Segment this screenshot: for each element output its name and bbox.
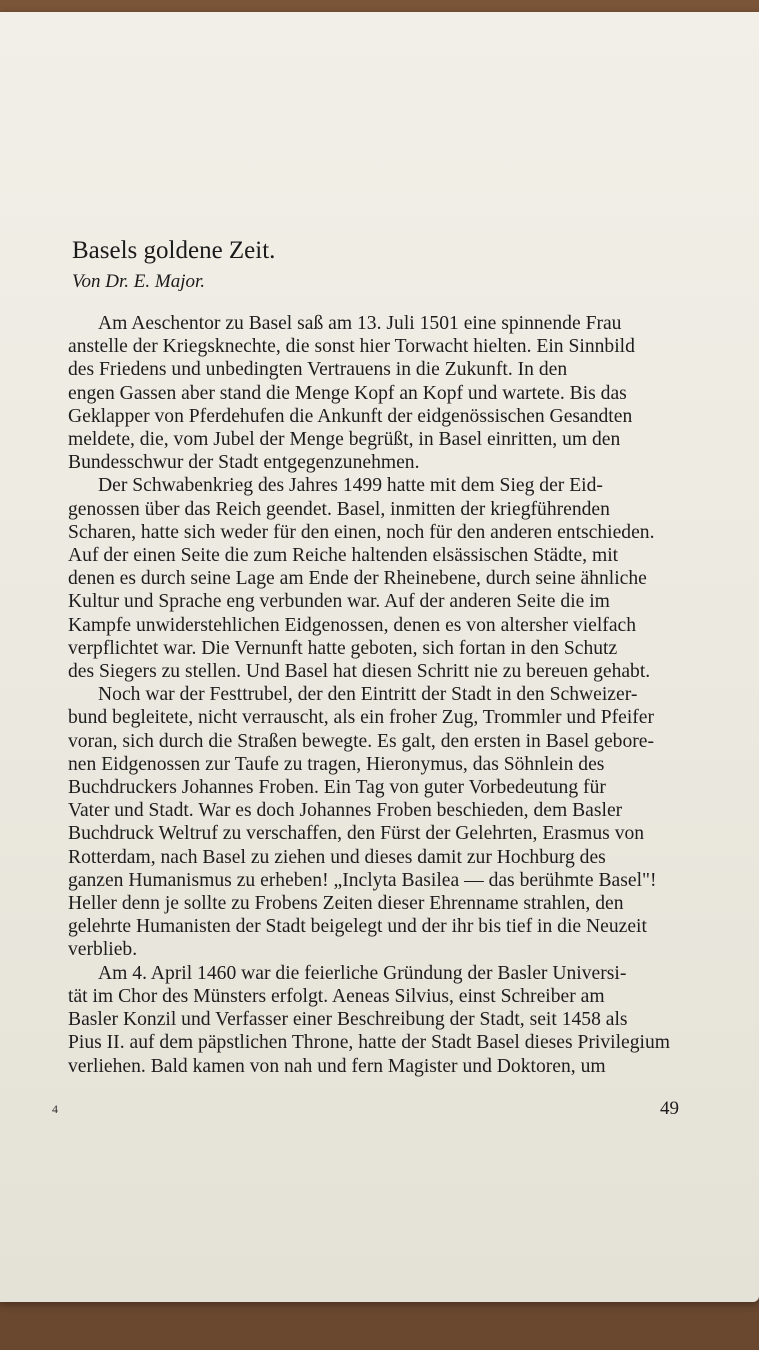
text-line: nen Eidgenossen zur Taufe zu tragen, Hieronymus, das Söhnlein des bbox=[68, 753, 605, 775]
article-byline: Von Dr. E. Major. bbox=[72, 271, 206, 292]
text-line: des Siegers zu stellen. Und Basel hat diesen Schritt nie zu bereuen gehabt. bbox=[68, 661, 651, 683]
paragraph bbox=[68, 474, 704, 683]
text-line: Kultur und Sprache eng verbunden war. Auf der anderen Seite die im bbox=[68, 591, 610, 613]
text-line: Scharen, hatte sich weder für den einen, noch für den anderen entschieden. bbox=[68, 521, 655, 543]
text-line: denen es durch seine Lage am Ende der Rheinebene, durch seine ähnliche bbox=[68, 568, 647, 590]
book-page bbox=[0, 12, 759, 1302]
paragraph bbox=[68, 962, 704, 1078]
paragraph bbox=[68, 683, 704, 961]
text-line: Pius II. auf dem päpstlichen Throne, hatte der Stadt Basel dieses Privilegium bbox=[68, 1032, 671, 1054]
text-line: Am 4. April 1460 war die feierliche Gründung der Basler Universi- bbox=[98, 962, 627, 984]
text-line: gelehrte Humanisten der Stadt beigelegt und der ihr bis tief in die Neuzeit bbox=[68, 916, 647, 938]
text-line: Vater und Stadt. War es doch Johannes Froben beschieden, dem Basler bbox=[68, 800, 623, 822]
text-line: tät im Chor des Münsters erfolgt. Aeneas Silvius, einst Schreiber am bbox=[68, 985, 605, 1007]
text-line: verblieb. bbox=[68, 939, 138, 961]
article-body bbox=[68, 312, 704, 1078]
signature-mark: 4 bbox=[52, 1102, 58, 1116]
text-line: Kampfe unwiderstehlichen Eidgenossen, denen es von altersher vielfach bbox=[68, 614, 637, 636]
text-line: engen Gassen aber stand die Menge Kopf an Kopf und wartete. Bis das bbox=[68, 382, 627, 404]
text-line: Buchdruckers Johannes Froben. Ein Tag von guter Vorbedeutung für bbox=[68, 777, 606, 799]
article-title: Basels goldene Zeit. bbox=[72, 237, 276, 264]
text-line: Bundesschwur der Stadt entgegenzunehmen. bbox=[68, 452, 420, 474]
text-line: verliehen. Bald kamen von nah und fern Magister und Doktoren, um bbox=[68, 1055, 606, 1077]
text-line: Noch war der Festtrubel, der den Eintritt der Stadt in den Schweizer- bbox=[98, 684, 638, 706]
text-line: Auf der einen Seite die zum Reiche haltenden elsässischen Städte, mit bbox=[68, 545, 619, 567]
text-line: Geklapper von Pferdehufen die Ankunft der eidgenössischen Gesandten bbox=[68, 405, 633, 427]
text-line: Heller denn je sollte zu Frobens Zeiten dieser Ehrenname strahlen, den bbox=[68, 893, 624, 915]
text-line: anstelle der Kriegsknechte, die sonst hier Torwacht hielten. Ein Sinnbild bbox=[68, 336, 635, 358]
text-line: ganzen Humanismus zu erheben! „Inclyta Basilea — das berühmte Basel"! bbox=[68, 869, 657, 891]
text-line: Buchdruck Weltruf zu verschaffen, den Fürst der Gelehrten, Erasmus von bbox=[68, 823, 645, 845]
text-line: Am Aeschentor zu Basel saß am 13. Juli 1501 eine spinnende Frau bbox=[98, 313, 622, 334]
page-number: 49 bbox=[660, 1098, 679, 1119]
text-line: Der Schwabenkrieg des Jahres 1499 hatte mit dem Sieg der Eid- bbox=[98, 475, 603, 497]
text-line: des Friedens und unbedingten Vertrauens in die Zukunft. In den bbox=[68, 359, 568, 381]
text-line: bund begleitete, nicht verrauscht, als ein froher Zug, Trommler und Pfeifer bbox=[68, 707, 655, 729]
text-line: Basler Konzil und Verfasser einer Beschreibung der Stadt, seit 1458 als bbox=[68, 1009, 628, 1031]
text-line: verpflichtet war. Die Vernunft hatte geboten, sich fortan in den Schutz bbox=[68, 637, 618, 659]
text-line: Rotterdam, nach Basel zu ziehen und dieses damit zur Hochburg des bbox=[68, 846, 606, 868]
text-line: genossen über das Reich geendet. Basel, inmitten der kriegführenden bbox=[68, 498, 610, 520]
text-line: voran, sich durch die Straßen bewegte. Es galt, den ersten in Basel gebore- bbox=[68, 730, 654, 752]
text-line: meldete, die, vom Jubel der Menge begrüßt, in Basel einritten, um den bbox=[68, 429, 621, 451]
paragraph bbox=[68, 312, 704, 474]
